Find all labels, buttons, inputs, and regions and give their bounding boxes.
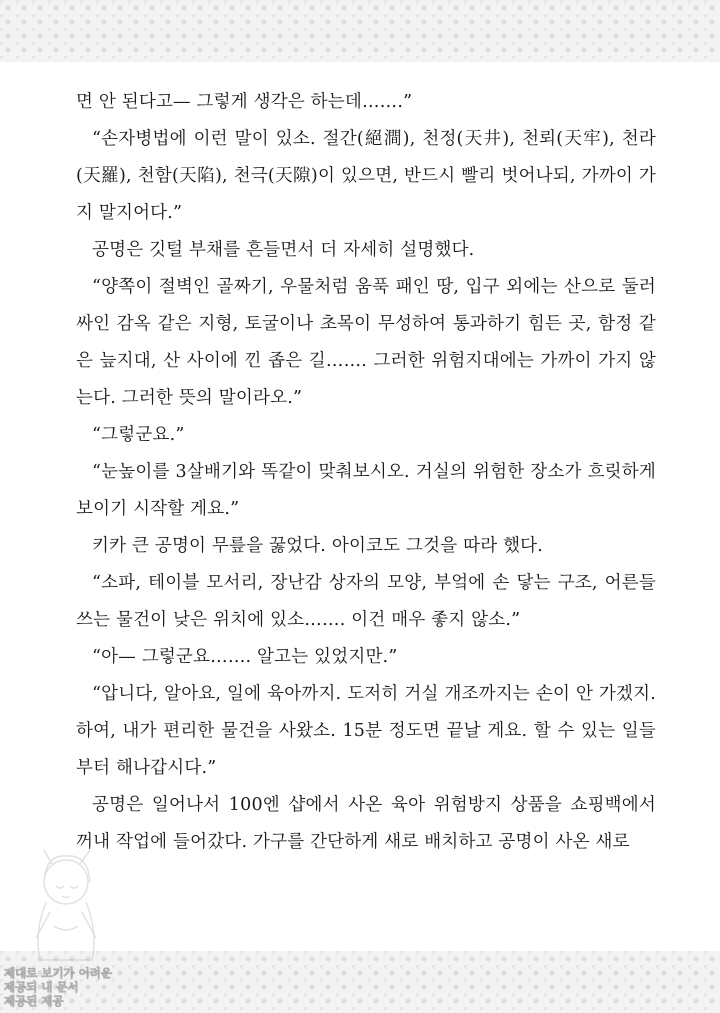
watermark-text [4,966,136,1008]
paragraph-3: 공명은 깃털 부채를 흔들면서 더 자세히 설명했다. [92,240,475,260]
watermark-line-2: 제공되 내 문서 [4,980,79,994]
paragraph-10: “압니다, 알아요, 일에 육아까지. 도저히 거실 개조까지는 손이 안 가겠지. 하여, 내가 편리한 물건을 사왔소. 15분 정도면 끝날 게요. 할 수 있는 일들부터 해나갑시다.” [76,684,656,778]
paragraph-8: “소파, 테이블 모서리, 장난감 상자의 모양, 부엌에 손 닿는 구조, 어른들 쓰는 물건이 낮은 위치에 있소……. 이건 매우 좋지 않소.” [76,573,656,630]
paragraph-2: “손자병법에 이런 말이 있소. 절간(絕澗), 천정(天井), 천뢰(天牢), 천라(天羅), 천함(天陷), 천극(天隙)이 있으면, 반드시 빨리 벗어나되, 가까이 가지 말지어다.” [76,129,656,223]
page-text-body [76,84,656,861]
paragraph-7: 키카 큰 공명이 무릎을 꿇었다. 아이코도 그것을 따라 했다. [92,536,544,556]
paragraph-4: “양쪽이 절벽인 골짜기, 우물처럼 움푹 패인 땅, 입구 외에는 산으로 둘러싸인 감옥 같은 지형, 토굴이나 초목이 무성하여 통과하기 힘든 곳, 함정 같은 늪지대, 산 사이에 낀 좁은 길……. 그러한 위험지대에는 가까이 가지 않는다. 그러한 뜻의 말이라오.” [76,277,656,408]
paragraph-1: 면 안 된다고— 그렇게 생각은 하는데…….” [76,92,413,112]
watermark-line-3: 제공된 제공 [4,994,64,1008]
paragraph-11: 공명은 일어나서 100엔 샵에서 사온 육아 위험방지 상품을 쇼핑백에서 꺼내 작업에 들어갔다. 가구를 간단하게 새로 배치하고 공명이 사온 새로 [76,795,656,852]
paragraph-6: “눈높이를 3살배기와 똑같이 맞춰보시오. 거실의 위험한 장소가 흐릿하게 보이기 시작할 게요.” [76,462,656,519]
watermark-line-1: 제대로 보기가 어려운 [4,966,112,980]
paragraph-9: “아— 그렇군요……. 알고는 있었지만.” [92,647,398,667]
page-border-top [0,0,720,62]
paragraph-5: “그렇군요.” [92,425,185,445]
